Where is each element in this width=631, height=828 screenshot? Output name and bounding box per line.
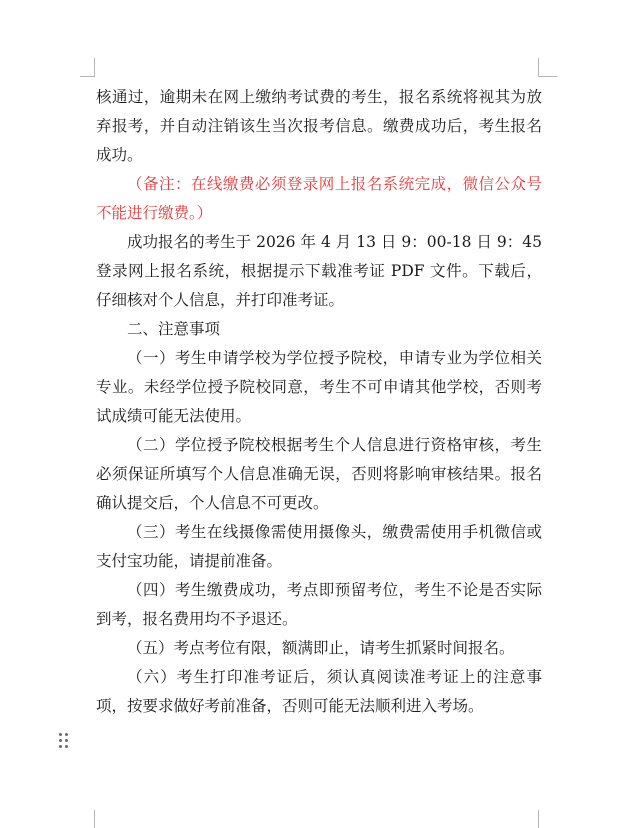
paragraph-note-6: （六）考生打印准考证后，须认真阅读准考证上的注意事项，按要求做好考前准备，否则可能无法顺利进入考场。: [96, 668, 542, 715]
margin-corner-bottom-left: [80, 810, 95, 828]
paragraph-note-5: （五）考点考位有限，额满即止，请考生抓紧时间报名。: [127, 639, 515, 657]
paragraph-note-2: （二）学位授予院校根据考生个人信息进行资格审核，考生必须保证所填写个人信息准确无误，否则将影响审核结果。报名确认提交后，个人信息不可更改。: [96, 436, 542, 512]
margin-corner-top-left: [80, 58, 95, 77]
paragraph-payment-note: （备注：在线缴费必须登录网上报名系统完成，微信公众号不能进行缴费。）: [96, 175, 542, 222]
document-body[interactable]: [96, 83, 542, 721]
paragraph-note-3: （三）考生在线摄像需使用摄像头，缴费需使用手机微信或支付宝功能，请提前准备。: [96, 523, 542, 570]
paragraph-registration-result: 核通过，逾期未在网上缴纳考试费的考生，报名系统将视其为放弃报考，并自动注销该生当次报考信息。缴费成功后，考生报名成功。: [96, 88, 542, 164]
paragraph-admission-ticket: 成功报名的考生于 2026 年 4 月 13 日 9：00-18 日 9：45 登录网上报名系统，根据提示下载准考证 PDF 文件。下载后，仔细核对个人信息，并打印准考证。: [96, 233, 542, 309]
paragraph-note-1: （一）考生申请学校为学位授予院校，申请专业为学位相关专业。未经学位授予院校同意，考生不可申请其他学校，否则考试成绩可能无法使用。: [96, 349, 542, 425]
paragraph-note-4: （四）考生缴费成功，考点即预留考位，考生不论是否实际到考，报名费用均不予退还。: [96, 581, 542, 628]
grip-dots-icon[interactable]: [59, 733, 69, 749]
section-heading-notes: 二、注意事项: [127, 320, 221, 338]
margin-corner-top-right: [538, 58, 557, 77]
margin-corner-bottom-right: [538, 810, 557, 828]
